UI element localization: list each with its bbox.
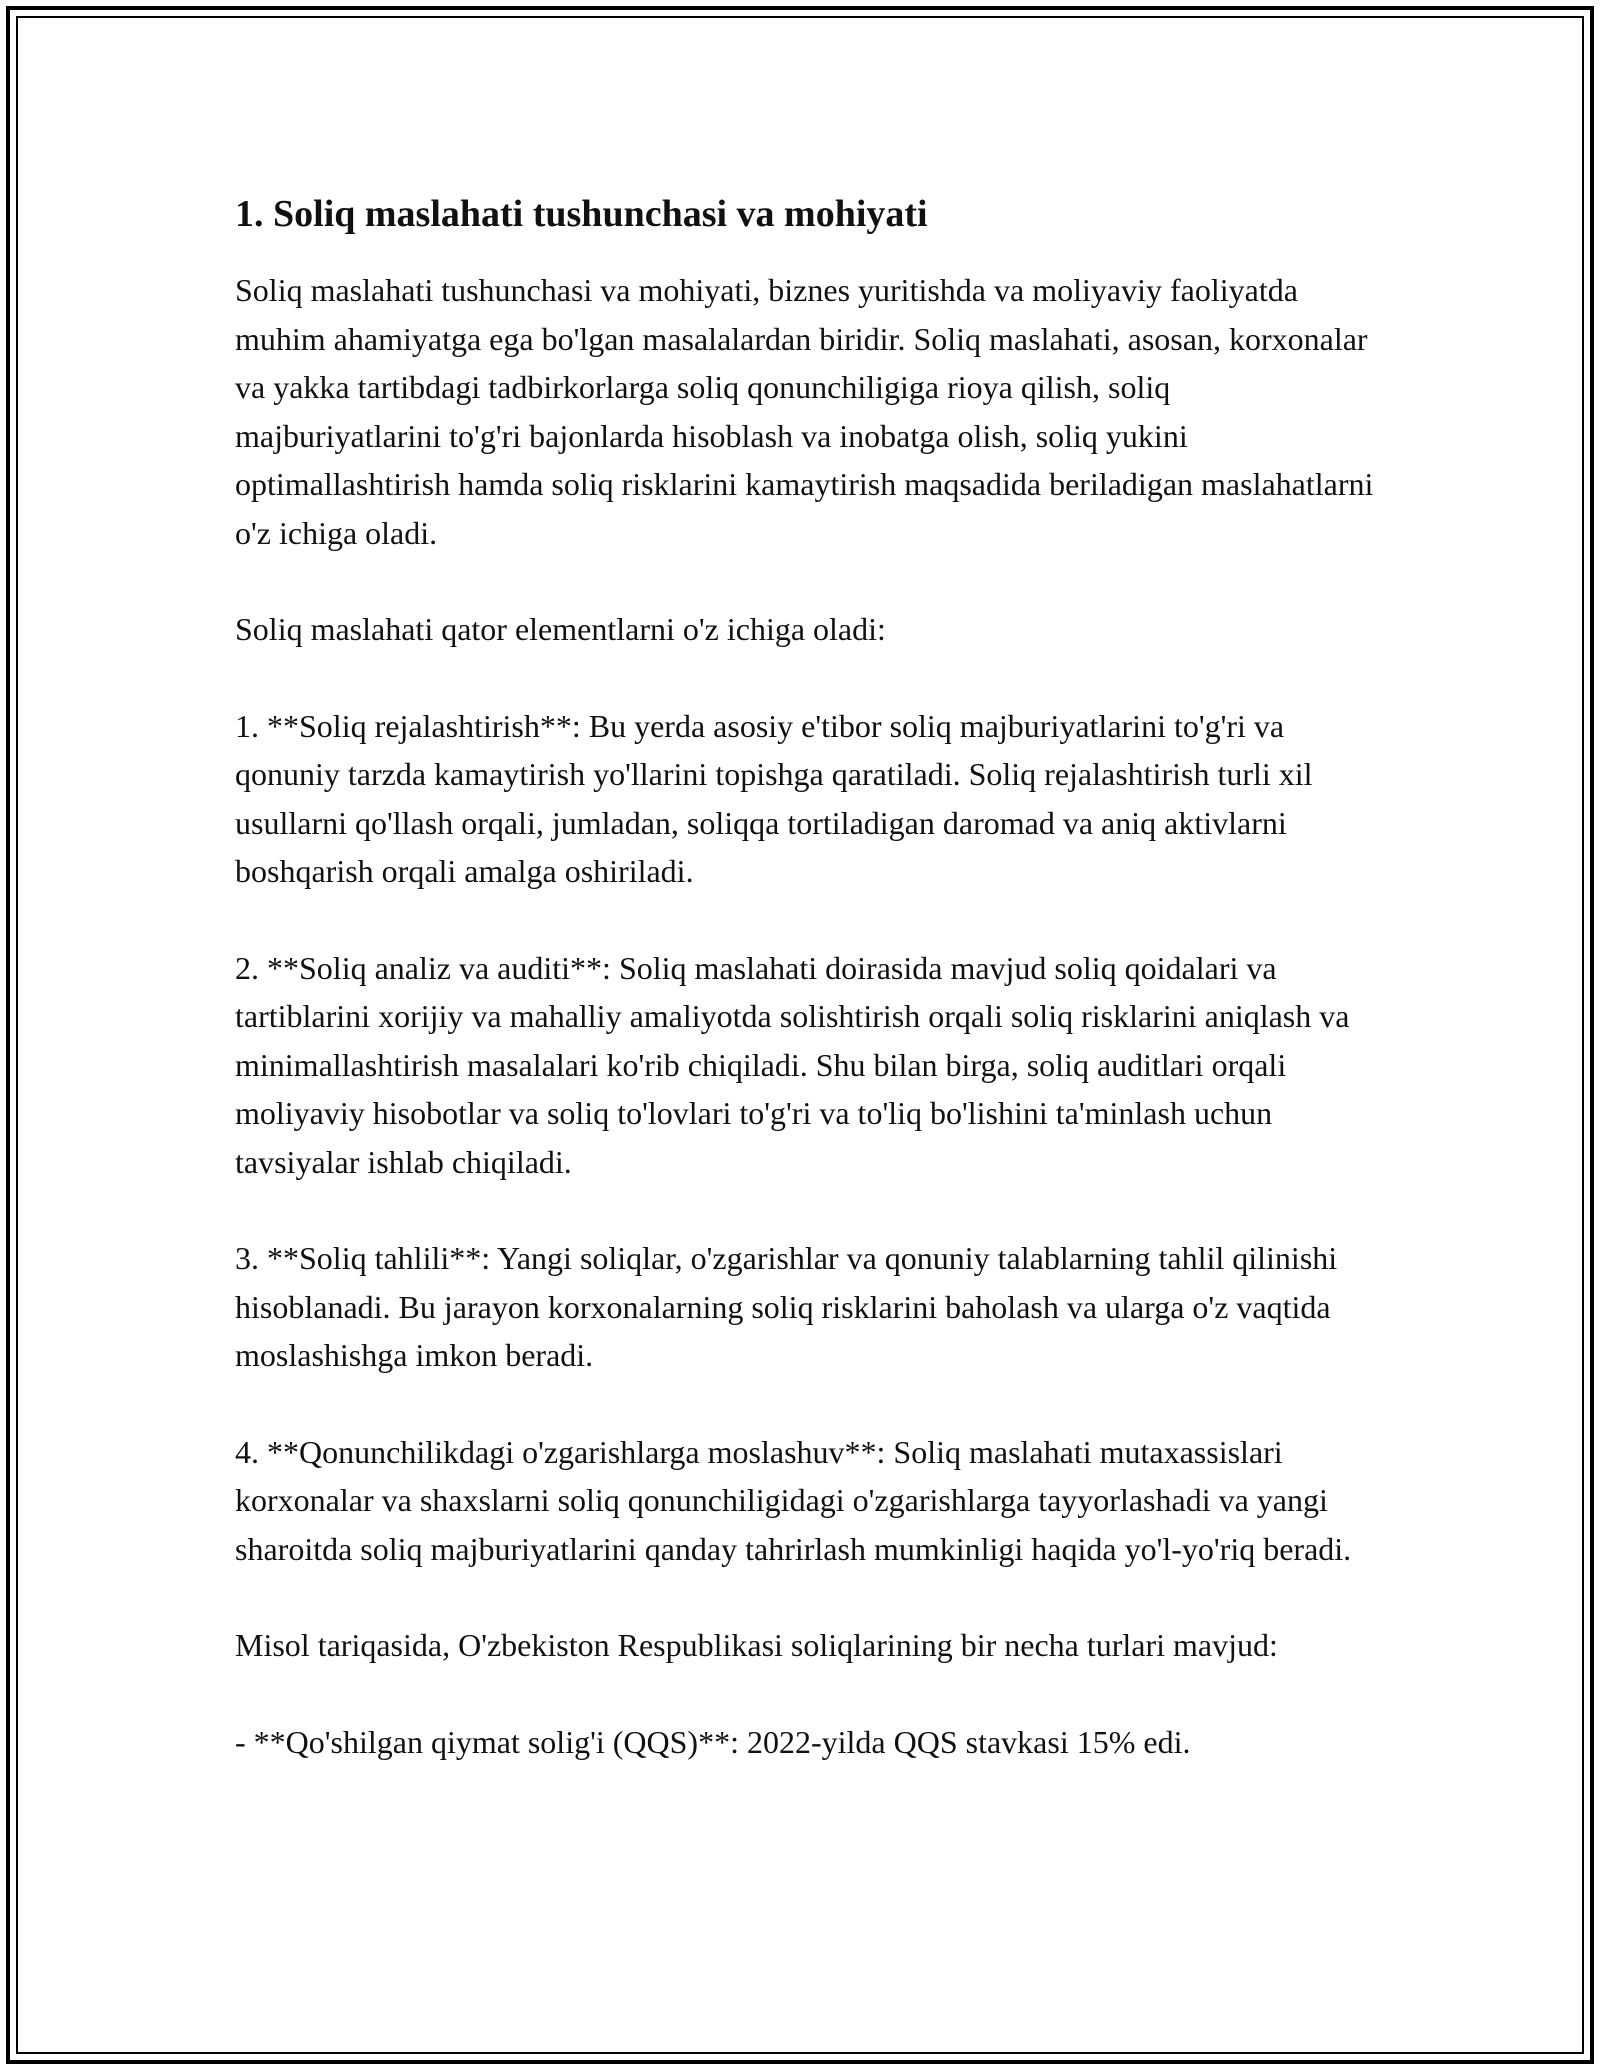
example-intro-paragraph: Misol tariqasida, O'zbekiston Respublikasi soliqlarining bir necha turlari mavjud:	[235, 1627, 1278, 1663]
bullet-vat: - **Qo'shilgan qiymat solig'i (QQS)**: 2022-yilda QQS stavkasi 15% edi.	[235, 1723, 1191, 1760]
document-body	[235, 186, 1375, 1814]
list-item-tax-review: 3. **Soliq tahlili**: Yangi soliqlar, o'zgarishlar va qonuniy talablarning tahlil qilinishi hisoblanadi. Bu jarayon korxonalarning soliq risklarini baholash va ularga o'z vaqtida moslashishga imkon beradi.	[235, 1240, 1338, 1373]
intro-paragraph: Soliq maslahati tushunchasi va mohiyati, biznes yuritishda va moliyaviy faoliyatda muhim ahamiyatga ega bo'lgan masalalardan biridir. Soliq maslahati, asosan, korxonalar va yakka tartibdagi tadbirkorlarga soliq qonunchiligiga rioya qilish, soliq majburiyatlarini to'g'ri bajonlarda hisoblash va inobatga olish, soliq yukini optimallashtirish hamda soliq risklarini kamaytirish maqsadida beriladigan maslahatlarni o'z ichiga oladi.	[235, 272, 1374, 551]
section-heading: 1. Soliq maslahati tushunchasi va mohiyati	[235, 193, 928, 235]
list-item-tax-analysis-audit: 2. **Soliq analiz va auditi**: Soliq maslahati doirasida mavjud soliq qoidalari va tartiblarini xorijiy va mahalliy amaliyotda solishtirish orqali soliq risklarini aniqlash va minimallashtirish masalalari ko'rib chiqiladi. Shu bilan birga, soliq auditlari orqali moliyaviy hisobotlar va soliq to'lovlari to'g'ri va to'liq bo'lishini ta'minlash uchun tavsiyalar ishlab chiqiladi.	[235, 949, 1350, 1180]
list-item-tax-planning: 1. **Soliq rejalashtirish**: Bu yerda asosiy e'tibor soliq majburiyatlarini to'g'ri va qonuniy tarzda kamaytirish yo'llarini topishga qaratiladi. Soliq rejalashtirish turli xil usullarni qo'llash orqali, jumladan, soliqqa tortiladigan daromad va aniq aktivlarni boshqarish orqali amalga oshiriladi.	[235, 707, 1313, 889]
list-item-legislation-adaptation: 4. **Qonunchilikdagi o'zgarishlarga moslashuv**: Soliq maslahati mutaxassislari korxonalar va shaxslarni soliq qonunchiligidagi o'zgarishlarga tayyorlashadi va yangi sharoitda soliq majburiyatlarini qanday tahrirlash mumkinligi haqida yo'l-yo'riq beradi.	[235, 1433, 1352, 1567]
elements-intro-paragraph: Soliq maslahati qator elementlarni o'z ichiga oladi:	[235, 611, 886, 647]
